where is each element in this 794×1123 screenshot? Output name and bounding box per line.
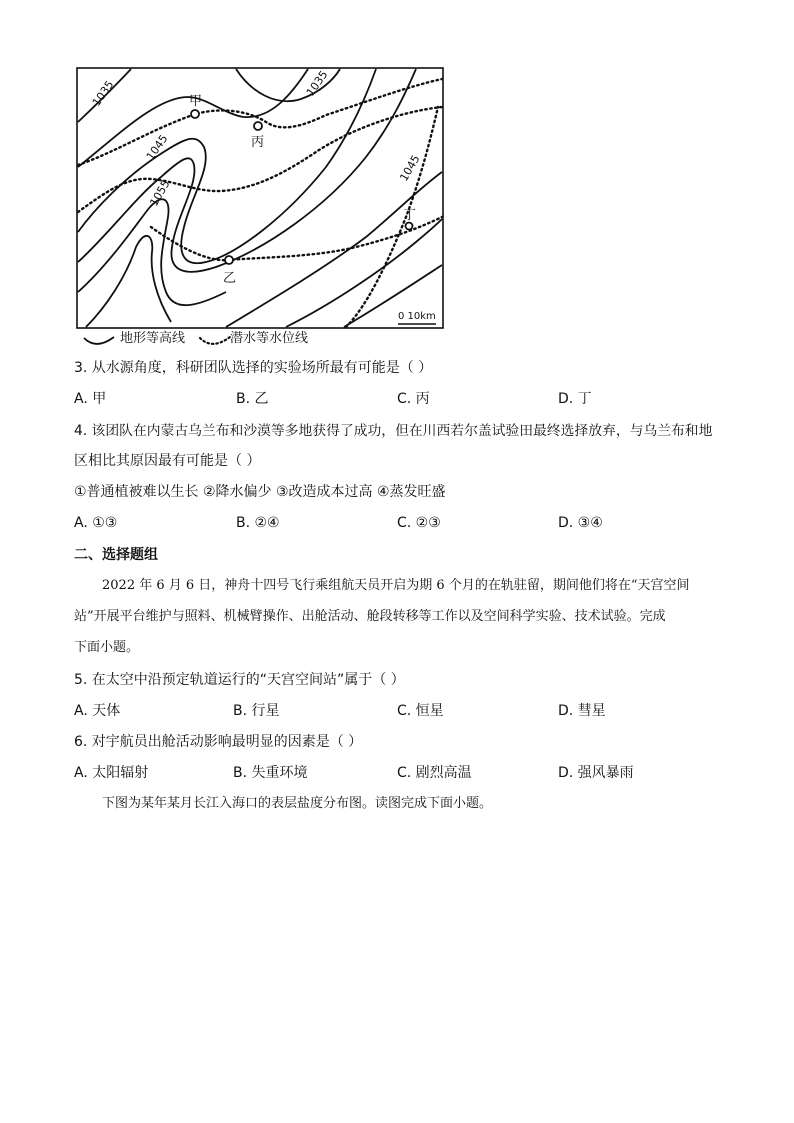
question-5-stem: 5. 在太空中沿预定轨道运行的“天宫空间站”属于（ ） xyxy=(74,672,405,688)
question-3-option-c[interactable]: C. 丙 xyxy=(397,391,430,407)
section-2-intro-line1: 2022 年 6 月 6 日，神舟十四号飞行乘组航天员开启为期 6 个月的在轨驻留，期间他们将在“天宫空间 xyxy=(102,578,690,593)
question-6-option-b[interactable]: B. 失重环境 xyxy=(233,765,308,781)
question-5-option-a[interactable]: A. 天体 xyxy=(74,703,121,719)
point-ding-marker xyxy=(406,223,413,230)
contour-label: 1045 xyxy=(397,152,423,184)
contour-water-table-map xyxy=(76,67,444,329)
next-figure-intro: 下图为某年某月长江入海口的表层盐度分布图。读图完成下面小题。 xyxy=(102,796,493,811)
map-legend xyxy=(82,330,402,350)
section-2-title: 二、选择题组 xyxy=(74,547,158,563)
question-3-option-a[interactable]: A. 甲 xyxy=(74,391,107,407)
question-3-option-d[interactable]: D. 丁 xyxy=(558,391,592,407)
question-4-stem-line2: 区相比其原因最有可能是（ ） xyxy=(74,453,261,469)
point-ding-label: 丁 xyxy=(403,208,417,223)
question-4-option-c[interactable]: C. ②③ xyxy=(397,515,441,531)
legend-water-table-label: 潜水等水位线 xyxy=(230,331,309,346)
section-2-intro-line2: 站”开展平台维护与照料、机械臂操作、出舱活动、舱段转移等工作以及空间科学实验、技术试验。完成 xyxy=(74,609,666,624)
question-5-option-d[interactable]: D. 彗星 xyxy=(558,703,606,719)
point-jia-label: 甲 xyxy=(189,94,203,109)
question-3-stem: 3. 从水源角度，科研团队选择的实验场所最有可能是（ ） xyxy=(74,360,433,376)
point-bing-label: 丙 xyxy=(251,135,265,150)
contour-label: 1035 xyxy=(303,68,331,99)
map-frame xyxy=(77,68,443,328)
point-bing-marker xyxy=(254,122,262,130)
question-4-choices: ①普通植被难以生长 ②降水偏少 ③改造成本过高 ④蒸发旺盛 xyxy=(74,484,446,500)
legend-contour-label: 地形等高线 xyxy=(120,331,186,346)
point-yi-marker xyxy=(225,256,233,264)
question-6-stem: 6. 对宇航员出舱活动影响最明显的因素是（ ） xyxy=(74,734,363,750)
question-4-option-d[interactable]: D. ③④ xyxy=(558,515,603,531)
contour-label: 1055 xyxy=(147,177,173,209)
point-jia-marker xyxy=(191,110,199,118)
question-6-option-a[interactable]: A. 太阳辐射 xyxy=(74,765,149,781)
question-5-option-b[interactable]: B. 行星 xyxy=(233,703,280,719)
question-4-option-a[interactable]: A. ①③ xyxy=(74,515,118,531)
contour-label: 1035 xyxy=(89,78,117,109)
point-yi-label: 乙 xyxy=(223,271,237,286)
question-3-option-b[interactable]: B. 乙 xyxy=(236,391,269,407)
question-6-option-d[interactable]: D. 强风暴雨 xyxy=(558,765,634,781)
question-4-option-b[interactable]: B. ②④ xyxy=(236,515,280,531)
question-5-option-c[interactable]: C. 恒星 xyxy=(397,703,444,719)
question-4-stem-line1: 4. 该团队在内蒙古乌兰布和沙漠等多地获得了成功，但在川西若尔盖试验田最终选择放弃，与乌兰布和地 xyxy=(74,423,713,439)
section-2-intro-line3: 下面小题。 xyxy=(74,640,140,655)
contour-label: 1045 xyxy=(143,132,171,163)
question-6-option-c[interactable]: C. 剧烈高温 xyxy=(397,765,472,781)
contour-legend-symbol xyxy=(82,334,116,346)
scale-label: 0 10km xyxy=(398,311,436,322)
water-table-legend-symbol xyxy=(198,334,232,346)
